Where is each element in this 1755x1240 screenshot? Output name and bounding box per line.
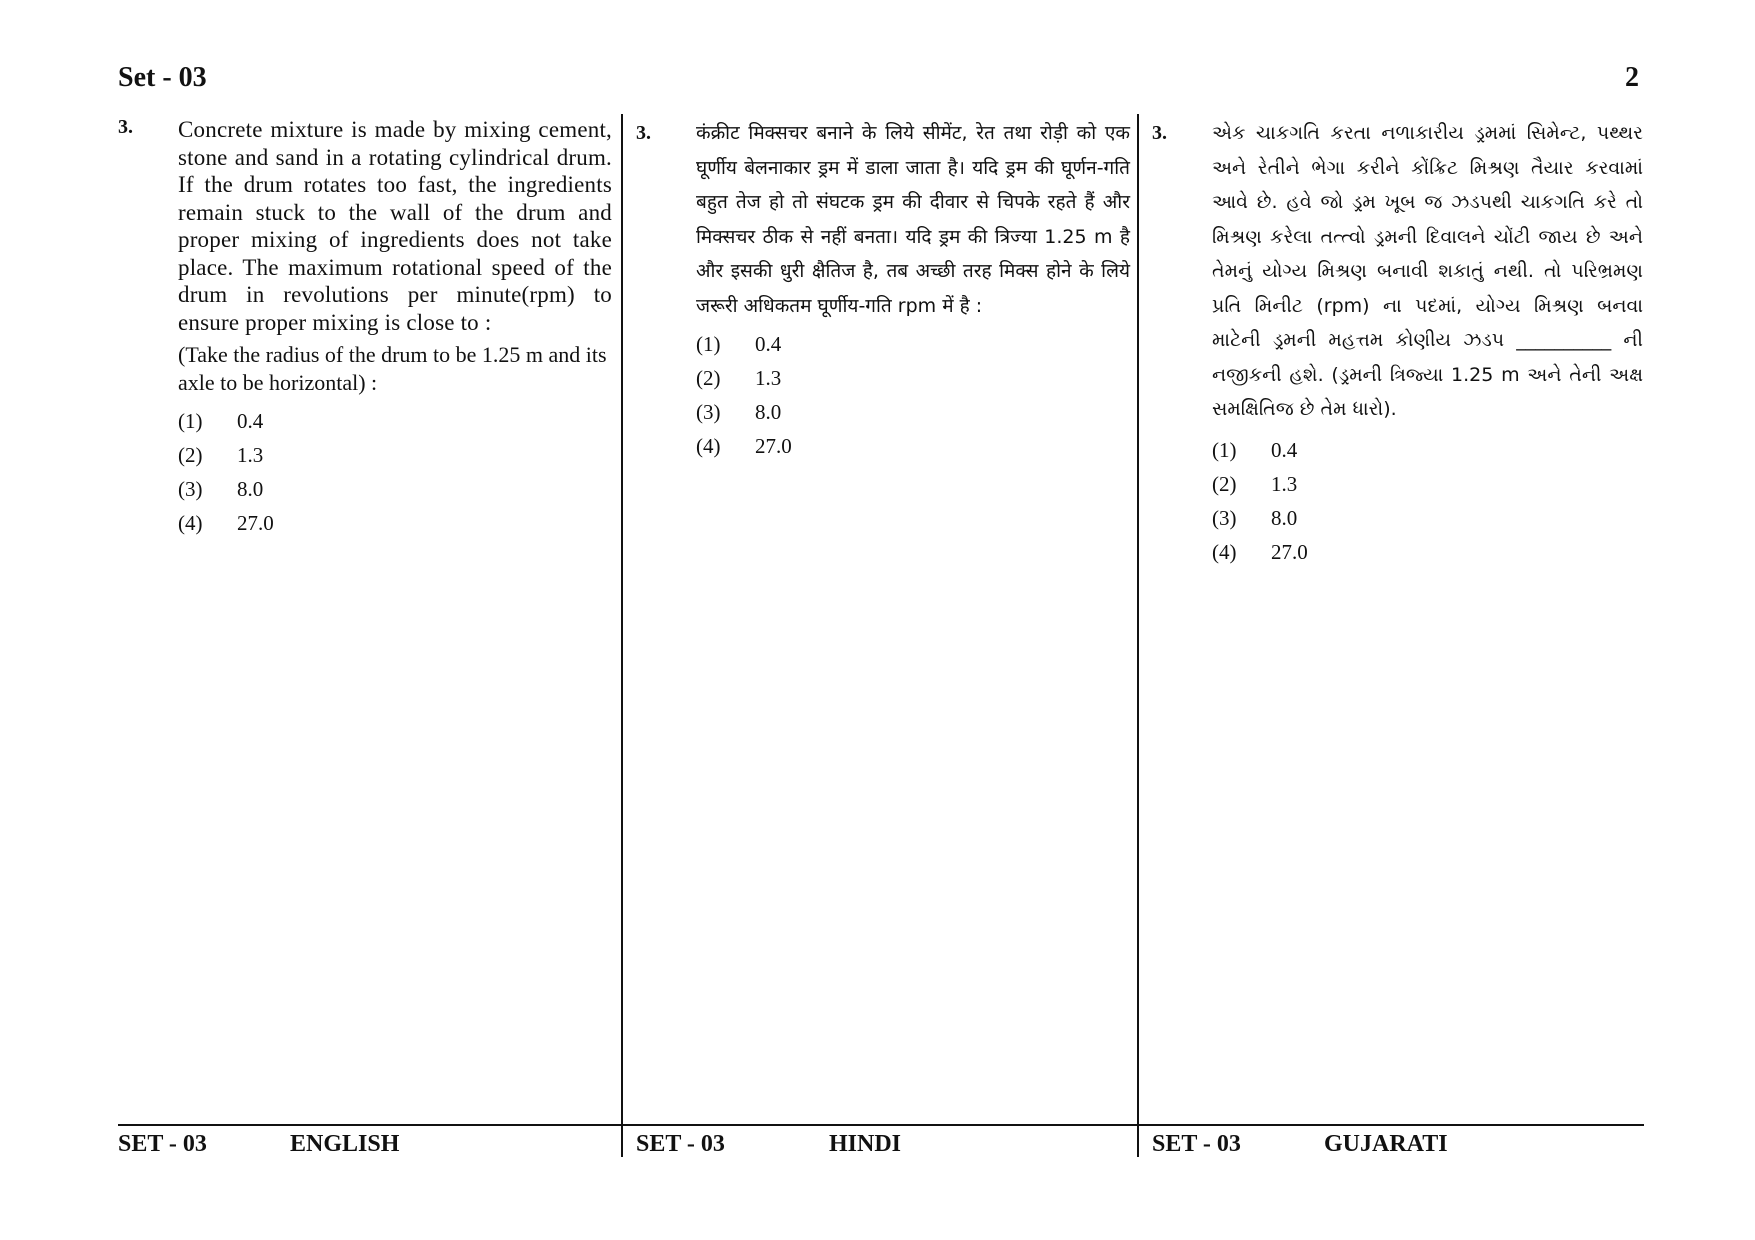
option-number: (2) [1212, 471, 1237, 496]
question-number: 3. [1152, 122, 1167, 144]
options-list [696, 327, 1130, 463]
question-stem: એક ચાકગતિ કરતા નળાકારીય ડ્રમમાં સિમેન્ટ, પથ્થર અને રેતીને ભેગા કરીને કોંક્રિટ મિશ્રણ તૈયાર કરવામાં આવે છે. હવે જો ડ્રમ ખૂબ જ ઝડપથી ચાકગતિ કરે તો મિશ્રણ કરેલા તત્ત્વો ડ્રમની દિવાલને ચોંટી જાય છે અને તેમનું યોગ્ય મિશ્રણ બનાવી શકાતું નથી. તો પરિભ્રમણ પ્રતિ મિનીટ (rpm) ના પદમાં, યોગ્ય મિશ્રણ બનવા માટેની ડ્રમની મહત્તમ કોણીય ઝડપ __________ ની નજીકની હશે. (ડ્રમની ત્રિજ્યા 1.25 m અને તેની અક્ષ સમક્ષિતિજ છે તેમ ધારો). [1212, 122, 1643, 420]
footer-set-label: SET - 03 [118, 1131, 207, 1157]
option-value: 8.0 [755, 400, 782, 424]
english-column [118, 116, 612, 540]
option-number: (1) [178, 409, 203, 433]
option-number: (3) [696, 400, 721, 424]
footer-set-label: SET - 03 [1152, 1131, 1241, 1157]
footer-rule [118, 1124, 1644, 1126]
option-number: (4) [178, 511, 203, 535]
option-1 [696, 327, 1130, 361]
page-header [118, 62, 1639, 102]
option-2 [178, 438, 612, 472]
option-value: 8.0 [1271, 505, 1298, 530]
column-divider-1 [621, 114, 623, 1157]
question-body [178, 116, 612, 540]
option-number: (4) [696, 434, 721, 458]
option-1 [178, 404, 612, 438]
option-value: 27.0 [755, 434, 792, 458]
option-number: (2) [178, 443, 203, 467]
option-3 [1212, 501, 1643, 535]
question-stem: कंक्रीट मिक्सचर बनाने के लिये सीमेंट, रेत तथा रोड़ी को एक घूर्णीय बेलनाकार ड्रम में डाला जाता है। यदि ड्रम की घूर्णन-गति बहुत तेज हो तो संघटक ड्रम की दीवार से चिपके रहते हैं और मिक्सचर ठीक से नहीं बनता। यदि ड्रम की त्रिज्या 1.25 m है और इसकी धुरी क्षैतिज है, तब अच्छी तरह मिक्स होने के लिये जरूरी अधिकतम घूर्णीय-गति rpm में है : [696, 122, 1130, 317]
option-3 [696, 395, 1130, 429]
page-number: 2 [1625, 62, 1639, 93]
option-number: (2) [696, 366, 721, 390]
option-number: (1) [696, 332, 721, 356]
option-value: 1.3 [237, 443, 264, 467]
question-body [1212, 116, 1643, 569]
option-value: 27.0 [237, 511, 274, 535]
option-4 [1212, 535, 1643, 569]
gujarati-column [1152, 116, 1643, 569]
question-note: (Take the radius of the drum to be 1.25 m and its axle to be horizontal) : [178, 342, 607, 395]
option-value: 1.3 [1271, 471, 1298, 496]
option-2 [1212, 467, 1643, 501]
option-value: 0.4 [755, 332, 782, 356]
footer-language-label: GUJARATI [1324, 1131, 1448, 1157]
option-2 [696, 361, 1130, 395]
footer-set-label: SET - 03 [636, 1131, 725, 1157]
hindi-column [636, 116, 1130, 463]
option-1 [1212, 433, 1643, 467]
options-list [178, 404, 612, 540]
option-value: 1.3 [755, 366, 782, 390]
question-body [696, 116, 1130, 463]
footer-language-label: ENGLISH [290, 1131, 400, 1157]
option-4 [178, 506, 612, 540]
question-number: 3. [118, 116, 133, 138]
option-number: (4) [1212, 539, 1237, 564]
footer-language-label: HINDI [829, 1131, 902, 1157]
option-number: (3) [178, 477, 203, 501]
options-list [1212, 433, 1643, 569]
option-number: (3) [1212, 505, 1237, 530]
option-value: 0.4 [1271, 437, 1298, 462]
option-value: 27.0 [1271, 539, 1308, 564]
option-value: 8.0 [237, 477, 264, 501]
option-value: 0.4 [237, 409, 264, 433]
option-number: (1) [1212, 437, 1237, 462]
question-stem: Concrete mixture is made by mixing cement, stone and sand in a rotating cylindrical drum. If the drum rotates too fast, the ingredients remain stuck to the wall of the drum and proper mixing of ingredients does not take place. The maximum rotational speed of the drum in revolutions per minute(rpm) to ensure proper mixing is close to : [178, 117, 612, 335]
set-label: Set - 03 [118, 62, 207, 93]
column-divider-2 [1137, 114, 1139, 1157]
option-3 [178, 472, 612, 506]
question-number: 3. [636, 122, 651, 144]
option-4 [696, 429, 1130, 463]
